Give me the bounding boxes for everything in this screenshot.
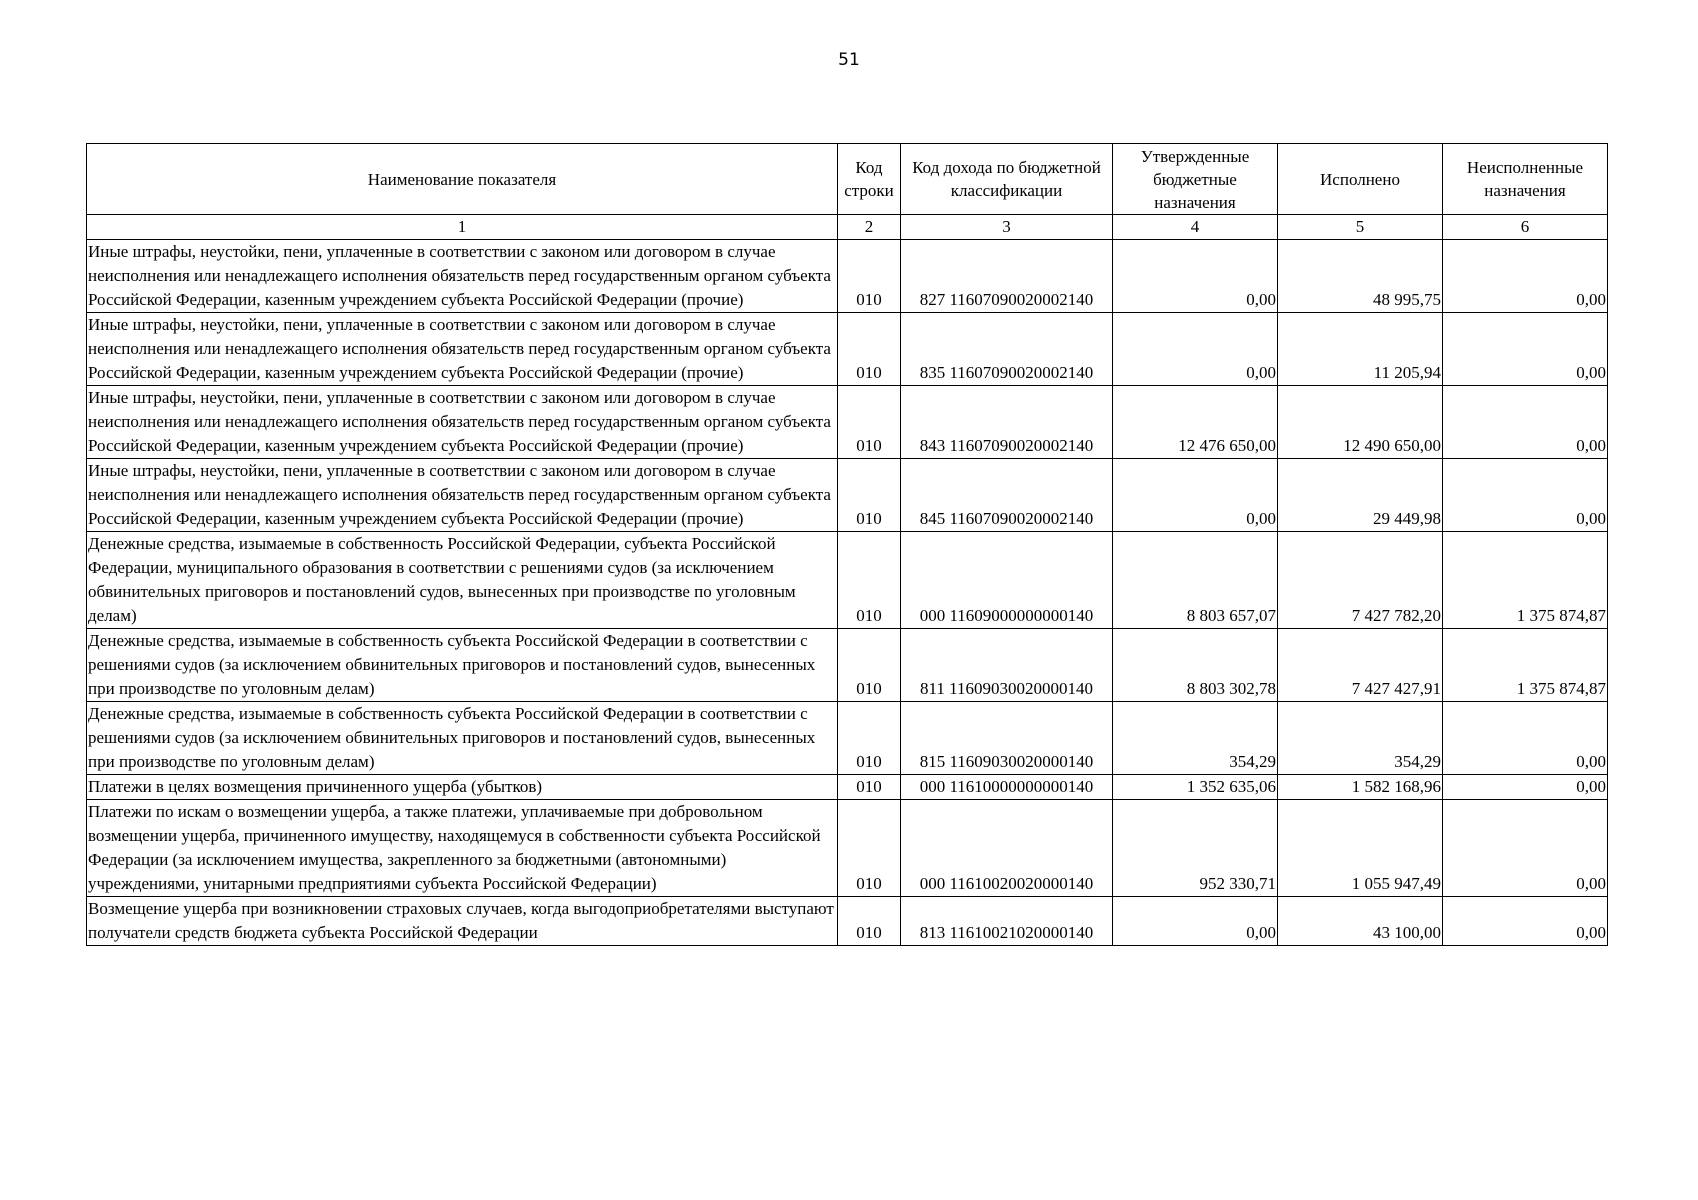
income-code: 000 11610020020000140 xyxy=(901,800,1113,897)
table-row xyxy=(87,459,1608,532)
income-code: 845 11607090020002140 xyxy=(901,459,1113,532)
indicator-name: Возмещение ущерба при возникновении страховых случаев, когда выгодоприобретателями выступают получатели средств бюджета субъекта Российской Федерации xyxy=(87,897,838,946)
approved-amount: 354,29 xyxy=(1113,702,1278,775)
table-row xyxy=(87,800,1608,897)
income-code: 835 11607090020002140 xyxy=(901,313,1113,386)
executed-amount: 29 449,98 xyxy=(1278,459,1443,532)
line-code: 010 xyxy=(838,629,901,702)
column-number: 5 xyxy=(1278,215,1443,240)
column-number: 1 xyxy=(87,215,838,240)
approved-amount: 8 803 302,78 xyxy=(1113,629,1278,702)
header-approved: Утвержденные бюджетные назначения xyxy=(1113,144,1278,215)
approved-amount: 0,00 xyxy=(1113,459,1278,532)
indicator-name: Денежные средства, изымаемые в собственность Российской Федерации, субъекта Российской Федерации, муниципального образования в соответствии с решениями судов (за исключением обвинительных приговоров и постановлений судов, вынесенных при производстве по уголовным делам) xyxy=(87,532,838,629)
unexecuted-amount: 0,00 xyxy=(1443,800,1608,897)
table-row xyxy=(87,386,1608,459)
indicator-name: Платежи в целях возмещения причиненного ущерба (убытков) xyxy=(87,775,838,800)
table-row xyxy=(87,897,1608,946)
line-code: 010 xyxy=(838,702,901,775)
income-code: 815 11609030020000140 xyxy=(901,702,1113,775)
line-code: 010 xyxy=(838,240,901,313)
table-row xyxy=(87,629,1608,702)
column-number: 3 xyxy=(901,215,1113,240)
table-row xyxy=(87,775,1608,800)
executed-amount: 354,29 xyxy=(1278,702,1443,775)
indicator-name: Иные штрафы, неустойки, пени, уплаченные в соответствии с законом или договором в случае неисполнения или ненадлежащего исполнения обязательств перед государственным органом субъекта Российской Федерации, казенным учреждением субъекта Российской Федерации (прочие) xyxy=(87,313,838,386)
unexecuted-amount: 0,00 xyxy=(1443,897,1608,946)
income-code: 827 11607090020002140 xyxy=(901,240,1113,313)
income-code: 000 11610000000000140 xyxy=(901,775,1113,800)
column-number: 6 xyxy=(1443,215,1608,240)
unexecuted-amount: 0,00 xyxy=(1443,775,1608,800)
header-line-code: Код строки xyxy=(838,144,901,215)
unexecuted-amount: 0,00 xyxy=(1443,240,1608,313)
executed-amount: 1 582 168,96 xyxy=(1278,775,1443,800)
indicator-name: Иные штрафы, неустойки, пени, уплаченные в соответствии с законом или договором в случае неисполнения или ненадлежащего исполнения обязательств перед государственным органом субъекта Российской Федерации, казенным учреждением субъекта Российской Федерации (прочие) xyxy=(87,240,838,313)
line-code: 010 xyxy=(838,459,901,532)
indicator-name: Денежные средства, изымаемые в собственность субъекта Российской Федерации в соответствии с решениями судов (за исключением обвинительных приговоров и постановлений судов, вынесенных при производстве по уголовным делам) xyxy=(87,629,838,702)
unexecuted-amount: 1 375 874,87 xyxy=(1443,629,1608,702)
line-code: 010 xyxy=(838,313,901,386)
approved-amount: 0,00 xyxy=(1113,313,1278,386)
column-number: 4 xyxy=(1113,215,1278,240)
header-indicator-name: Наименование показателя xyxy=(87,144,838,215)
column-number-row xyxy=(87,215,1608,240)
column-number: 2 xyxy=(838,215,901,240)
table-row xyxy=(87,313,1608,386)
approved-amount: 0,00 xyxy=(1113,897,1278,946)
unexecuted-amount: 0,00 xyxy=(1443,386,1608,459)
unexecuted-amount: 0,00 xyxy=(1443,702,1608,775)
unexecuted-amount: 1 375 874,87 xyxy=(1443,532,1608,629)
executed-amount: 11 205,94 xyxy=(1278,313,1443,386)
page-number: 51 xyxy=(838,50,860,70)
budget-execution-table xyxy=(86,143,1608,946)
executed-amount: 1 055 947,49 xyxy=(1278,800,1443,897)
header-unexecuted: Неисполненные назначения xyxy=(1443,144,1608,215)
executed-amount: 43 100,00 xyxy=(1278,897,1443,946)
executed-amount: 7 427 782,20 xyxy=(1278,532,1443,629)
executed-amount: 48 995,75 xyxy=(1278,240,1443,313)
income-code: 813 11610021020000140 xyxy=(901,897,1113,946)
indicator-name: Платежи по искам о возмещении ущерба, а также платежи, уплачиваемые при добровольном возмещении ущерба, причиненного имуществу, находящемуся в собственности субъекта Российской Федерации (за исключением имущества, закрепленного за бюджетными (автономными) учреждениями, унитарными предприятиями субъекта Российской Федерации) xyxy=(87,800,838,897)
line-code: 010 xyxy=(838,775,901,800)
approved-amount: 12 476 650,00 xyxy=(1113,386,1278,459)
table-header-row xyxy=(87,144,1608,215)
unexecuted-amount: 0,00 xyxy=(1443,459,1608,532)
approved-amount: 1 352 635,06 xyxy=(1113,775,1278,800)
approved-amount: 952 330,71 xyxy=(1113,800,1278,897)
indicator-name: Иные штрафы, неустойки, пени, уплаченные в соответствии с законом или договором в случае неисполнения или ненадлежащего исполнения обязательств перед государственным органом субъекта Российской Федерации, казенным учреждением субъекта Российской Федерации (прочие) xyxy=(87,386,838,459)
income-code: 843 11607090020002140 xyxy=(901,386,1113,459)
line-code: 010 xyxy=(838,800,901,897)
approved-amount: 0,00 xyxy=(1113,240,1278,313)
header-executed: Исполнено xyxy=(1278,144,1443,215)
line-code: 010 xyxy=(838,386,901,459)
header-income-code: Код дохода по бюджетной классификации xyxy=(901,144,1113,215)
income-code: 811 11609030020000140 xyxy=(901,629,1113,702)
indicator-name: Иные штрафы, неустойки, пени, уплаченные в соответствии с законом или договором в случае неисполнения или ненадлежащего исполнения обязательств перед государственным органом субъекта Российской Федерации, казенным учреждением субъекта Российской Федерации (прочие) xyxy=(87,459,838,532)
income-code: 000 11609000000000140 xyxy=(901,532,1113,629)
executed-amount: 7 427 427,91 xyxy=(1278,629,1443,702)
line-code: 010 xyxy=(838,532,901,629)
executed-amount: 12 490 650,00 xyxy=(1278,386,1443,459)
indicator-name: Денежные средства, изымаемые в собственность субъекта Российской Федерации в соответствии с решениями судов (за исключением обвинительных приговоров и постановлений судов, вынесенных при производстве по уголовным делам) xyxy=(87,702,838,775)
approved-amount: 8 803 657,07 xyxy=(1113,532,1278,629)
line-code: 010 xyxy=(838,897,901,946)
table-row xyxy=(87,240,1608,313)
table-row xyxy=(87,702,1608,775)
unexecuted-amount: 0,00 xyxy=(1443,313,1608,386)
table-row xyxy=(87,532,1608,629)
